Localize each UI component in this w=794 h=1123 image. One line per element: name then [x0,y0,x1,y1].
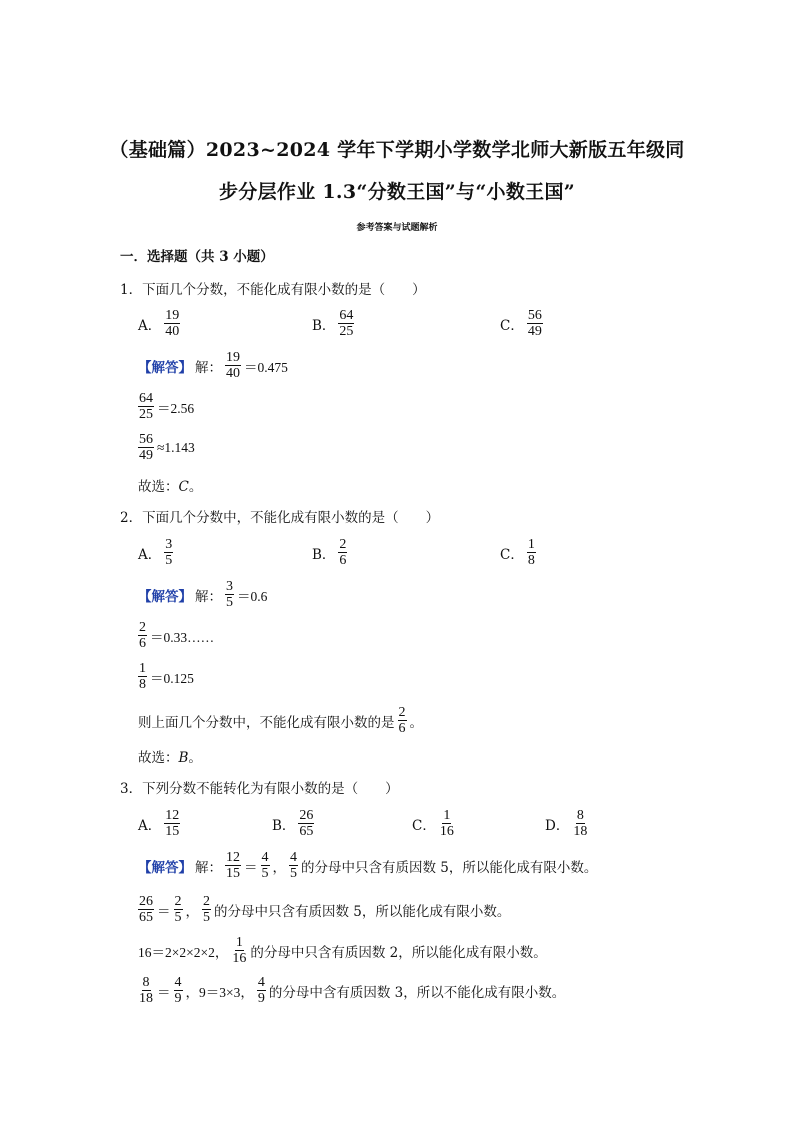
fraction: $\frac{1}{16}$ [232,935,247,966]
q3-option-a: A． $\frac{12}{15}$ [138,808,180,839]
document-subtitle: 参考答案与试题解析 [356,223,438,233]
q1-stem: 1．下面几个分数，不能化成有限小数的是（ ） [120,282,426,298]
fraction: $\frac{56}{49}$ [139,432,153,463]
fraction: $\frac{26}{65}$ [299,808,314,839]
q3-solution-line-2: $\frac{26}{65}$ ＝ $\frac{2}{5}$ ， $\frac{2}{5}$ 的分母中只含有质因数 5，所以能化成有限小数。 [139,894,511,925]
document-title-line-1: （基础篇）2023~2024 学年下学期小学数学北师大新版五年级同 [109,139,685,161]
fraction: $\frac{64}{25}$ [139,391,153,422]
q1-option-c: C． $\frac{56}{49}$ [500,308,542,339]
fraction: $\frac{26}{65}$ [139,894,153,925]
q2-solution-line-3: $\frac{1}{8}$ ＝0.125 [139,661,194,692]
q2-option-c: C． $\frac{1}{8}$ [500,537,535,568]
fraction: $\frac{4}{9}$ [257,975,265,1006]
fraction: $\frac{1}{16}$ [439,808,454,839]
q1-option-a: A． $\frac{19}{40}$ [138,308,180,339]
q1-solution-line-3: $\frac{56}{49}$ ≈1.143 [139,432,195,463]
q1-option-b: B． $\frac{64}{25}$ [312,308,354,339]
fraction: $\frac{4}{5}$ [261,850,269,881]
q3-option-d: D． $\frac{8}{18}$ [545,808,588,839]
q3-solution-line-4: $\frac{8}{18}$ ＝ $\frac{4}{9}$ ，9＝3×3， $\frac{4}{9}$ 的分母中含有质因数 3，所以不能化成有限小数。 [139,975,566,1006]
q1-solution-line-1: 【解答】 解： $\frac{19}{40}$ ＝0.475 [138,350,288,381]
fraction: $\frac{2}{6}$ [398,705,406,736]
q3-option-b: B． $\frac{26}{65}$ [272,808,314,839]
fraction: $\frac{8}{18}$ [573,808,588,839]
q2-solution-line-2: $\frac{2}{6}$ ＝0.33…… [139,620,215,651]
fraction: $\frac{4}{9}$ [174,975,182,1006]
section-heading: 一．选择题（共 3 小题） [120,249,274,265]
q1-solution-line-2: $\frac{64}{25}$ ＝2.56 [139,391,195,422]
fraction: $\frac{19}{40}$ [165,308,180,339]
fraction: $\frac{4}{5}$ [290,850,297,881]
fraction: $\frac{19}{40}$ [226,350,240,381]
q2-answer: 故选：B。 [138,750,202,766]
q2-conclusion: 则上面几个分数中，不能化成有限小数的是 $\frac{2}{6}$ 。 [138,705,423,736]
fraction: $\frac{8}{18}$ [139,975,153,1006]
fraction: $\frac{2}{6}$ [139,620,146,651]
fraction: $\frac{2}{6}$ [339,537,347,568]
fraction: $\frac{1}{8}$ [527,537,535,568]
q3-solution-line-3: 16＝2×2×2×2， $\frac{1}{16}$ 的分母中只含有质因数 2，所以能化成有限小数。 [138,935,547,966]
q2-solution-line-1: 【解答】 解： $\frac{3}{5}$ ＝0.6 [138,579,268,610]
q2-option-b: B． $\frac{2}{6}$ [312,537,347,568]
fraction: $\frac{56}{49}$ [527,308,542,339]
q3-solution-line-1: 【解答】 解： $\frac{12}{15}$ ＝ $\frac{4}{5}$ ， $\frac{4}{5}$ 的分母中只含有质因数 5，所以能化成有限小数。 [138,850,598,881]
q2-stem: 2．下面几个分数中，不能化成有限小数的是（ ） [120,510,440,526]
fraction: $\frac{12}{15}$ [226,850,240,881]
fraction: $\frac{2}{5}$ [203,894,210,925]
fraction: $\frac{3}{5}$ [165,537,173,568]
fraction: $\frac{1}{8}$ [139,661,146,692]
fraction: $\frac{12}{15}$ [165,808,180,839]
fraction: $\frac{3}{5}$ [226,579,233,610]
fraction: $\frac{2}{5}$ [174,894,182,925]
fraction: $\frac{64}{25}$ [339,308,354,339]
q3-stem: 3．下列分数不能转化为有限小数的是（ ） [120,781,399,797]
q2-option-a: A． $\frac{3}{5}$ [138,537,173,568]
q3-option-c: C． $\frac{1}{16}$ [412,808,454,839]
document-title-line-2: 步分层作业 1.3“分数王国”与“小数王国” [219,181,575,203]
q1-answer: 故选：C。 [138,479,203,495]
